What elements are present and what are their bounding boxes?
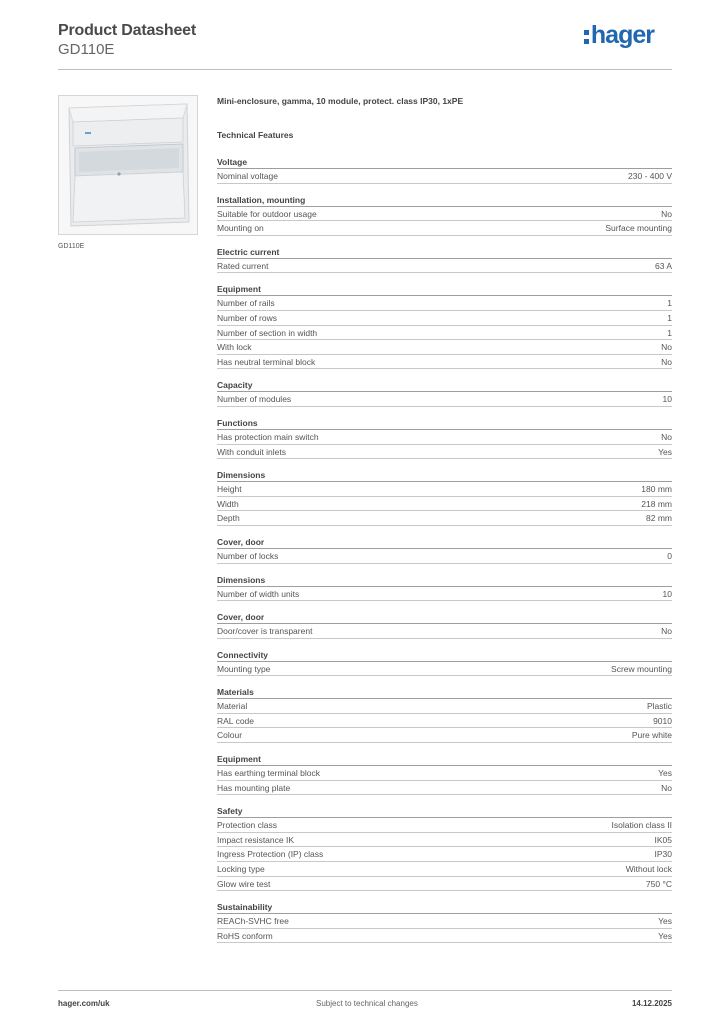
feature-section: [217, 901, 672, 943]
section-title: Installation, mounting: [217, 194, 672, 207]
footer-website: hager.com/uk: [58, 999, 110, 1008]
feature-value: Yes: [658, 916, 672, 927]
feature-row: [217, 587, 672, 602]
section-title: Connectivity: [217, 649, 672, 662]
feature-row: [217, 781, 672, 796]
product-image: [58, 95, 198, 235]
feature-section: [217, 611, 672, 639]
feature-row: [217, 929, 672, 944]
feature-row: [217, 511, 672, 526]
feature-value: No: [661, 208, 672, 219]
feature-row: [217, 326, 672, 341]
feature-value: 218 mm: [641, 498, 672, 509]
feature-row: [217, 818, 672, 833]
feature-label: Height: [217, 484, 242, 495]
feature-label: Mounting type: [217, 663, 271, 674]
feature-label: Nominal voltage: [217, 171, 278, 181]
feature-row: [217, 392, 672, 407]
logo-colon-icon: [584, 29, 590, 45]
section-title: Equipment: [217, 753, 672, 766]
section-title: Dimensions: [217, 574, 672, 587]
feature-section: [217, 649, 672, 677]
feature-label: Locking type: [217, 864, 265, 875]
feature-label: Has protection main switch: [217, 431, 319, 442]
image-caption: GD110E: [58, 243, 85, 250]
feature-row: [217, 728, 672, 743]
feature-label: Width: [217, 498, 239, 509]
feature-section: [217, 194, 672, 236]
section-title: Materials: [217, 686, 672, 699]
section-title: Safety: [217, 805, 672, 818]
feature-value: Isolation class II: [611, 820, 672, 831]
feature-label: Number of rows: [217, 312, 277, 323]
feature-label: Number of width units: [217, 588, 300, 599]
feature-value: Yes: [658, 446, 672, 457]
feature-row: [217, 862, 672, 877]
feature-value: 9010: [653, 715, 672, 726]
feature-value: No: [661, 782, 672, 793]
feature-label: Colour: [217, 730, 243, 741]
feature-row: [217, 766, 672, 781]
feature-value: 1: [667, 327, 672, 338]
feature-row: [217, 549, 672, 564]
feature-label: Ingress Protection (IP) class: [217, 849, 324, 860]
feature-value: Without lock: [625, 864, 672, 875]
feature-value: 230 - 400 V: [628, 171, 672, 181]
feature-value: No: [661, 356, 672, 367]
feature-label: Rated current: [217, 260, 269, 271]
feature-row: [217, 296, 672, 311]
feature-label: With lock: [217, 342, 252, 353]
feature-value: 10: [662, 588, 672, 599]
section-title: Cover, door: [217, 536, 672, 549]
feature-label: RoHS conform: [217, 930, 273, 941]
feature-section: [217, 417, 672, 459]
page-header: [58, 22, 672, 70]
feature-value: No: [661, 431, 672, 442]
section-title: Sustainability: [217, 901, 672, 914]
feature-row: [217, 833, 672, 848]
feature-row: [217, 355, 672, 370]
feature-label: RAL code: [217, 715, 255, 726]
feature-section: [217, 536, 672, 564]
feature-section: [217, 753, 672, 795]
feature-value: IK05: [654, 834, 672, 845]
feature-section: [217, 686, 672, 743]
feature-label: Door/cover is transparent: [217, 626, 313, 637]
feature-section: [217, 574, 672, 602]
feature-label: Number of locks: [217, 550, 279, 561]
section-title: Dimensions: [217, 469, 672, 482]
feature-row: [217, 259, 672, 274]
feature-row: [217, 699, 672, 714]
footer-notice: Subject to technical changes: [316, 999, 418, 1008]
feature-label: Number of modules: [217, 394, 292, 405]
feature-section: [217, 805, 672, 891]
feature-row: [217, 877, 672, 892]
section-title: Capacity: [217, 379, 672, 392]
feature-value: No: [661, 626, 672, 637]
feature-label: Glow wire test: [217, 878, 271, 889]
feature-row: [217, 714, 672, 729]
enclosure-image-icon: [59, 96, 198, 235]
feature-label: With conduit inlets: [217, 446, 286, 457]
product-description: Mini-enclosure, gamma, 10 module, protect. class IP30, 1xPE: [217, 96, 464, 106]
feature-value: 750 °C: [645, 878, 672, 889]
feature-section: [217, 379, 672, 407]
section-title: Voltage: [217, 156, 672, 169]
feature-row: [217, 914, 672, 929]
feature-value: 10: [662, 394, 672, 405]
feature-label: Suitable for outdoor usage: [217, 208, 317, 219]
feature-value: 63 A: [654, 260, 672, 271]
feature-row: [217, 624, 672, 639]
feature-value: IP30: [654, 849, 672, 860]
feature-value: 0: [667, 550, 672, 561]
feature-label: Has earthing terminal block: [217, 768, 320, 779]
feature-value: 1: [667, 312, 672, 323]
feature-label: REACh-SVHC free: [217, 916, 289, 927]
feature-row: [217, 221, 672, 236]
logo-text: hager: [590, 21, 654, 49]
feature-value: 1: [667, 298, 672, 309]
feature-value: 82 mm: [646, 513, 672, 524]
hager-logo: [584, 20, 654, 50]
feature-label: Material: [217, 701, 248, 712]
feature-row: [217, 497, 672, 512]
feature-value: Surface mounting: [605, 223, 672, 234]
feature-label: Number of section in width: [217, 327, 318, 338]
feature-label: Protection class: [217, 820, 277, 831]
feature-label: Depth: [217, 513, 240, 524]
feature-value: Pure white: [631, 730, 672, 741]
feature-value: Yes: [658, 930, 672, 941]
feature-label: Impact resistance IK: [217, 834, 295, 845]
feature-value: 180 mm: [641, 484, 672, 495]
feature-row: [217, 847, 672, 862]
feature-row: [217, 445, 672, 460]
product-code: GD110E: [58, 41, 115, 58]
feature-row: [217, 340, 672, 355]
feature-value: No: [661, 342, 672, 353]
feature-label: Number of rails: [217, 298, 275, 309]
feature-section: [217, 246, 672, 274]
document-title: Product Datasheet: [58, 22, 196, 39]
feature-sections: [217, 156, 672, 943]
feature-value: Screw mounting: [611, 663, 672, 674]
footer-date: 14.12.2025: [631, 999, 672, 1008]
feature-row: [217, 207, 672, 222]
feature-row: [217, 311, 672, 326]
section-title: Equipment: [217, 283, 672, 296]
datasheet-content: [217, 95, 672, 953]
feature-row: [217, 662, 672, 677]
page-footer: [58, 990, 672, 1010]
feature-value: Yes: [658, 768, 672, 779]
feature-section: [217, 283, 672, 369]
feature-row: [217, 482, 672, 497]
feature-section: [217, 469, 672, 526]
feature-label: Mounting on: [217, 223, 264, 234]
feature-label: Has mounting plate: [217, 782, 291, 793]
section-title: Functions: [217, 417, 672, 430]
feature-row: [217, 430, 672, 445]
feature-section: [217, 156, 672, 184]
technical-features-title: Technical Features: [217, 130, 294, 140]
feature-label: Has neutral terminal block: [217, 356, 316, 367]
section-title: Cover, door: [217, 611, 672, 624]
feature-value: Plastic: [646, 701, 672, 712]
feature-row: [217, 169, 672, 184]
section-title: Electric current: [217, 246, 672, 259]
